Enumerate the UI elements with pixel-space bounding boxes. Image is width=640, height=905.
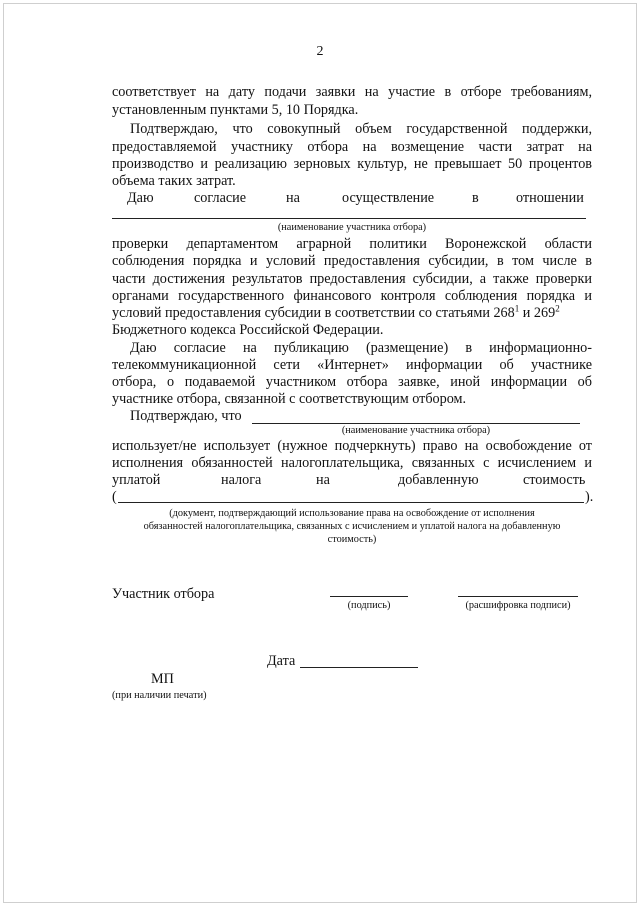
document-field[interactable] [118, 502, 584, 503]
date-field[interactable] [300, 667, 418, 668]
signature-decode-field[interactable] [458, 596, 578, 597]
tax-word: уплатой [112, 472, 161, 488]
signature-decode-caption: (расшифровка подписи) [465, 600, 571, 611]
paragraph-line: отбора, о подаваемой участником отбора заявке, иной информации об [112, 374, 592, 390]
paragraph-line: участнике отбора, связанной с соответствующим отбором. [112, 391, 467, 407]
document-caption-line: (документ, подтверждающий использование права на освобождение от исполнения [169, 508, 535, 519]
paragraph-line: соответствует на дату подачи заявки на участие в отборе требованиям, [112, 84, 592, 100]
participant-name-field[interactable] [112, 218, 586, 219]
paragraph-line: производство и реализацию зерновых культур, не превышает 50 процентов [112, 156, 592, 172]
paragraph-line: установленным пунктами 5, 10 Порядка. [112, 102, 359, 118]
confirm-lead: Подтверждаю, что [130, 408, 242, 424]
paragraph-line: Даю согласие на публикацию (размещение) в информационно- [130, 340, 592, 356]
tax-word: добавленную [398, 472, 479, 488]
paragraph-line: соблюдения порядка и условий предоставления субсидии, в том числе в [112, 253, 592, 269]
participant-label: Участник отбора [112, 586, 215, 602]
signature-field[interactable] [330, 596, 408, 597]
participant-name-caption: (наименование участника отбора) [277, 222, 427, 233]
paragraph-line: части достижения результатов предоставления субсидии, а также проверки [112, 271, 592, 287]
stamp-label: МП [151, 671, 174, 687]
paragraph-line: Бюджетного кодекса Российской Федерации. [112, 322, 384, 338]
tax-word: налога [221, 472, 262, 488]
document-caption-line: обязанностей налогоплательщика, связанных с исчислением и уплатой налога на добавленную [143, 521, 561, 532]
consent-word: Даю [127, 190, 154, 206]
consent-word: согласие [194, 190, 247, 206]
paragraph-line: использует/не использует (нужное подчеркнуть) право на освобождение от [112, 438, 592, 454]
paragraph-line: исполнения обязанностей налогоплательщика, связанных с исчислением и [112, 455, 592, 471]
stamp-note: (при наличии печати) [112, 690, 207, 701]
paragraph-line: органами государственного финансового контроля соблюдения порядка и [112, 288, 592, 304]
paragraph-line [112, 305, 592, 322]
consent-word: в [472, 190, 479, 206]
consent-word: на [286, 190, 300, 206]
doc-paren-open: ( [112, 489, 117, 505]
paragraph-line: проверки департаментом аграрной политики Воронежской области [112, 236, 592, 252]
paragraph-line: телекоммуникационной сети «Интернет» информации об участнике [112, 357, 592, 373]
signature-caption: (подпись) [347, 600, 391, 611]
tax-word: на [316, 472, 330, 488]
page-number: 2 [316, 44, 324, 59]
doc-paren-close: ). [585, 489, 594, 505]
superscript: 2 [555, 303, 560, 314]
tax-word: стоимость [523, 472, 586, 488]
superscript: 1 [514, 303, 520, 314]
consent-word: отношении [516, 190, 584, 206]
date-label: Дата [267, 653, 296, 669]
document-caption-line: стоимость) [327, 534, 377, 545]
paragraph-line: Подтверждаю, что совокупный объем государственной поддержки, [130, 121, 592, 137]
consent-word: осуществление [342, 190, 435, 206]
participant-name-caption-2: (наименование участника отбора) [341, 425, 491, 436]
paragraph-text: и 269 [522, 305, 556, 321]
paragraph-text: условий предоставления субсидии в соответствии со статьями 268 [112, 305, 515, 321]
paragraph-line: объема таких затрат. [112, 173, 236, 189]
paragraph-line: предоставляемой участнику отбора на возмещение части затрат на [112, 139, 592, 155]
